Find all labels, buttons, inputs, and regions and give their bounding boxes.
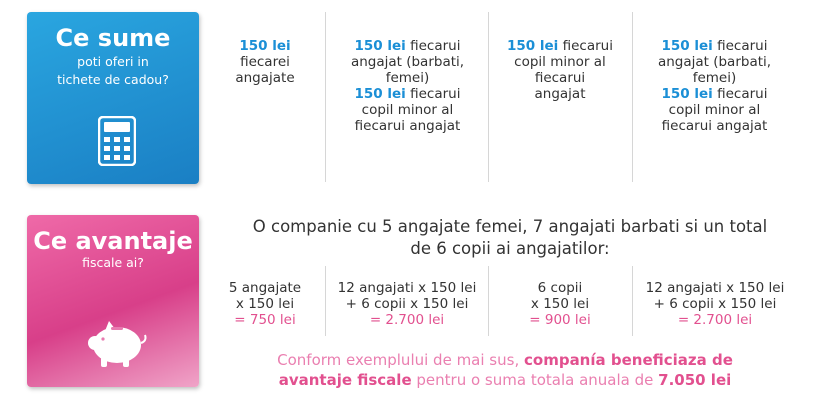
column-divider xyxy=(488,12,489,182)
calc-line: 12 angajati x 150 lei xyxy=(645,280,785,296)
column-divider xyxy=(488,266,489,336)
voucher-column-2 xyxy=(335,38,480,134)
tax-advantage-title: Ce avantaje xyxy=(33,227,193,255)
summary-emphasis: avantaje fiscale xyxy=(278,371,412,389)
calc-column-3 xyxy=(496,280,624,328)
voucher-amount: 150 lei xyxy=(354,86,406,102)
calc-line: 5 angajate xyxy=(228,280,302,296)
calc-line: x 150 lei xyxy=(530,296,590,312)
voucher-amount: 150 lei xyxy=(661,86,713,102)
voucher-text: fiecarei xyxy=(240,54,290,70)
calc-line: + 6 copii x 150 lei xyxy=(345,296,469,312)
tax-advantage-subtitle: fiscale ai? xyxy=(82,255,144,270)
voucher-text: fiecarui xyxy=(717,86,768,102)
gift-voucher-subtitle-line1: poti oferi in xyxy=(77,54,149,69)
example-headline-line1: O companie cu 5 angajate femei, 7 angajati barbati si un total xyxy=(252,217,768,236)
voucher-text: fiecarui xyxy=(410,86,461,102)
gift-voucher-card xyxy=(27,12,199,184)
calc-column-4 xyxy=(634,280,796,328)
voucher-column-1 xyxy=(215,38,315,86)
voucher-text: copil minor al xyxy=(668,102,761,118)
voucher-text: fiecarui xyxy=(410,38,461,54)
calc-result: = 2.700 lei xyxy=(369,312,445,328)
voucher-amount: 150 lei xyxy=(661,38,713,54)
piggy-bank-icon xyxy=(81,315,149,369)
summary-total: 7.050 lei xyxy=(658,371,732,389)
voucher-text: copil minor al xyxy=(514,54,606,70)
voucher-text: copil minor al xyxy=(361,102,454,118)
column-divider xyxy=(632,266,633,336)
summary-text: pentru o suma totala anuala de xyxy=(416,371,654,389)
calc-column-2 xyxy=(328,280,486,328)
voucher-text: angajat (barbati, xyxy=(350,54,465,70)
calc-line: 6 copii xyxy=(537,280,583,296)
tax-advantage-card xyxy=(27,215,199,387)
voucher-amount: 150 lei xyxy=(354,38,406,54)
voucher-text: femei) xyxy=(692,70,737,86)
voucher-text: fiecarui xyxy=(562,38,613,54)
voucher-text: angajate xyxy=(235,70,295,86)
voucher-text: fiecarui angajat xyxy=(354,118,461,134)
voucher-text: fiecarui angajat xyxy=(661,118,768,134)
calc-result: = 900 lei xyxy=(529,312,591,328)
calculator-icon xyxy=(98,116,136,166)
column-divider xyxy=(632,12,633,182)
calc-line: 12 angajati x 150 lei xyxy=(337,280,477,296)
calc-result: = 2.700 lei xyxy=(677,312,753,328)
voucher-text: fiecarui xyxy=(534,70,586,86)
gift-voucher-subtitle-line2: tichete de cadou? xyxy=(57,72,169,87)
calc-line: x 150 lei xyxy=(235,296,295,312)
voucher-amount: 150 lei xyxy=(507,38,559,54)
calc-result: = 750 lei xyxy=(234,312,296,328)
gift-voucher-title: Ce sume xyxy=(55,24,171,52)
example-headline xyxy=(210,216,810,260)
voucher-text: angajat xyxy=(534,86,586,102)
summary-footer xyxy=(215,350,795,390)
voucher-text: angajat (barbati, xyxy=(657,54,772,70)
summary-emphasis: companía beneficiaza de xyxy=(524,351,733,369)
voucher-text: fiecarui xyxy=(717,38,768,54)
column-divider xyxy=(325,266,326,336)
calc-column-1 xyxy=(215,280,315,328)
voucher-amount: 150 lei xyxy=(239,38,291,54)
summary-text: Conform exemplului de mai sus, xyxy=(277,351,520,369)
voucher-column-3 xyxy=(496,38,624,102)
column-divider xyxy=(325,12,326,182)
voucher-text: femei) xyxy=(385,70,430,86)
calc-line: + 6 copii x 150 lei xyxy=(653,296,777,312)
voucher-column-4 xyxy=(642,38,787,134)
example-headline-line2: de 6 copii ai angajatilor: xyxy=(410,239,610,258)
